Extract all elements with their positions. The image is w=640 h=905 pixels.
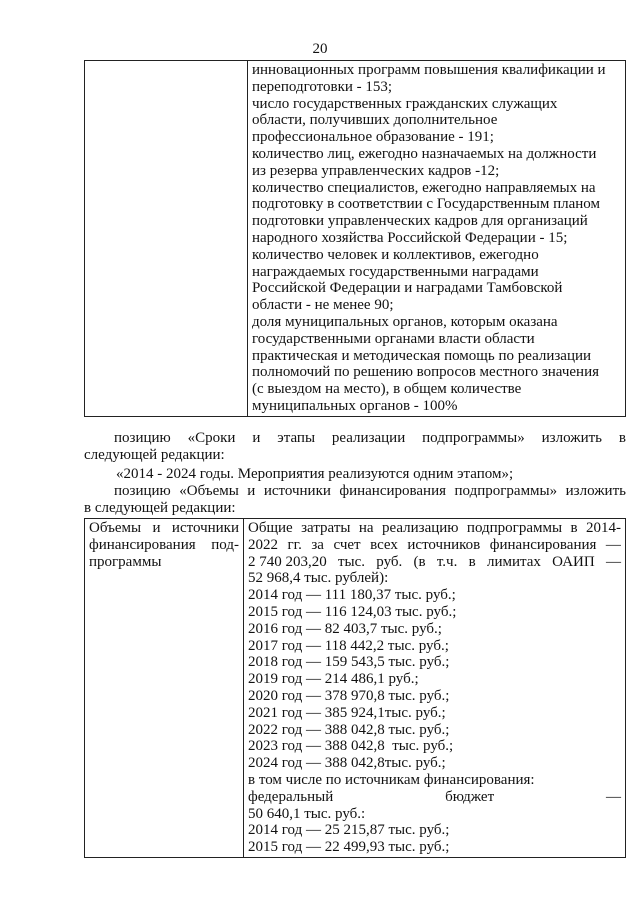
paragraph-line <box>84 483 626 500</box>
paragraph-word: подпрограммы» <box>422 430 525 446</box>
table1-line: количество человек и коллективов, ежегодно <box>252 246 539 263</box>
table2-word: в <box>570 520 578 536</box>
table2-word: 2019 год — 214 486,1 руб.; <box>248 671 419 688</box>
table2-line <box>89 537 239 554</box>
table2-line <box>248 671 621 688</box>
table2-line <box>248 688 621 705</box>
table2-line <box>248 604 621 621</box>
table1-line: подготовку в соответствии с Государственным планом <box>252 196 600 213</box>
table2-word: финансирования <box>89 536 196 553</box>
paragraph-word: источники <box>263 483 331 499</box>
table2-word: тыс. <box>338 553 366 570</box>
table2-word: — <box>605 536 621 553</box>
paragraph-word: реализации <box>331 430 406 446</box>
paragraph-word: позицию <box>114 430 171 446</box>
paragraph-word: «Объемы <box>179 483 239 499</box>
paragraph-word: изложить <box>541 430 603 446</box>
table2-word: — <box>605 553 621 570</box>
table2-word: под- <box>211 536 239 553</box>
table1-line: полномочий по решению вопросов местного значения <box>252 364 599 381</box>
table2-word: 2017 год — 118 442,2 тыс. руб.; <box>248 637 449 654</box>
table2-line <box>248 520 621 537</box>
paragraph-word: и <box>252 430 261 446</box>
table2-word: в <box>468 553 476 570</box>
table2-word: лимитах <box>486 553 541 570</box>
indicators-table <box>84 60 626 417</box>
table2-word: (в <box>413 553 426 570</box>
table2-line <box>248 570 621 587</box>
page-number: 20 <box>312 41 328 57</box>
table2-word: 2 740 203,20 <box>248 553 327 570</box>
table2-word: 2022 <box>248 536 278 553</box>
table2-word: Общие <box>248 520 293 536</box>
table2-word: программы <box>89 553 162 570</box>
paragraph-word: и <box>247 483 256 499</box>
table1-line: профессиональное образование - 191; <box>252 129 494 146</box>
paragraph-word: подпрограммы» <box>454 483 558 499</box>
table2-right-cell <box>244 519 626 858</box>
table2-word: источников <box>407 536 481 553</box>
table2-word: — <box>606 788 621 805</box>
table2-line <box>248 722 621 739</box>
table2-word: и <box>152 520 161 536</box>
table2-word: 2015 год — 22 499,93 тыс. руб.; <box>248 839 450 856</box>
table1-line: народного хозяйства Российской Федерации - 15; <box>252 229 568 246</box>
table1-line: практическая и методическая помощь по реализации <box>252 347 592 364</box>
table2-word: подпрограммы <box>466 520 563 536</box>
paragraph-word: «Сроки <box>187 430 236 446</box>
table2-line <box>248 738 621 755</box>
paragraph-word: этапы <box>277 430 316 446</box>
table1-line: области, получивших дополнительное <box>252 112 498 129</box>
table2-word: федеральный <box>248 788 334 805</box>
table2-word: 2014 год — 25 215,87 тыс. руб.; <box>248 822 450 839</box>
table2-line <box>248 789 621 806</box>
table2-word: 52 968,4 тыс. рублей): <box>248 570 389 587</box>
table1-line: количество лиц, ежегодно назначаемых на должности <box>252 145 597 162</box>
table2-word: всех <box>370 536 398 553</box>
table2-line <box>248 755 621 772</box>
table2-left-cell <box>85 519 244 858</box>
table1-line: число государственных гражданских служащих <box>252 95 558 112</box>
paragraph-line: в следующей редакции: <box>84 500 236 516</box>
table2-word: 2020 год — 378 970,8 тыс. руб.; <box>248 687 450 704</box>
table2-word: 2014 год — 111 180,37 тыс. руб.; <box>248 587 456 604</box>
table1-line: подготовки управленческих кадров для организаций <box>252 213 588 230</box>
table2-line <box>248 705 621 722</box>
table2-word: затраты <box>301 520 351 536</box>
table2-line <box>248 839 621 856</box>
table2-word: 2023 год — 388 042,8 тыс. руб.; <box>248 738 454 755</box>
table1-right-cell <box>248 61 626 417</box>
funding-table <box>84 518 626 858</box>
table2-word: 2024 год — 388 042,8тыс. руб.; <box>248 755 446 772</box>
table1-line: (с выездом на место), в общем количестве <box>252 381 522 398</box>
table1-line: государственными органами власти области <box>252 330 535 347</box>
table1-line: награждаемых государственными наградами <box>252 263 539 280</box>
table1-line: области - не менее 90; <box>252 297 394 314</box>
table1-line: переподготовки - 153; <box>252 78 393 95</box>
table2-word: финансирования <box>489 536 597 553</box>
table2-line <box>248 554 621 571</box>
table2-line <box>248 772 621 789</box>
table1-line: доля муниципальных органов, которым оказана <box>252 313 558 330</box>
paragraph-word: в <box>618 430 626 446</box>
table2-line <box>248 654 621 671</box>
table2-word: 2016 год — 82 403,7 тыс. руб.; <box>248 620 442 637</box>
table2-word: 50 640,1 тыс. руб.: <box>248 805 366 822</box>
paragraph-terms-position <box>84 430 626 464</box>
table2-line <box>248 638 621 655</box>
table2-line <box>248 822 621 839</box>
table2-line <box>248 621 621 638</box>
table2-word: источники <box>171 520 239 536</box>
paragraph-line: следующей редакции: <box>84 447 225 463</box>
paragraph-word: финансирования <box>339 483 447 499</box>
table2-word: реализацию <box>382 520 459 536</box>
table2-word: 2018 год — 159 543,5 тыс. руб.; <box>248 654 450 671</box>
table2-line <box>248 537 621 554</box>
paragraph-word: изложить <box>565 483 626 499</box>
table2-line <box>89 554 239 571</box>
table1-line: инновационных программ повышения квалификации и <box>252 62 606 78</box>
table1-left-cell <box>85 61 248 417</box>
table1-line: Российской Федерации и наградами Тамбовской <box>252 280 563 297</box>
table1-line: из резерва управленческих кадров -12; <box>252 162 500 179</box>
table2-word: 2015 год — 116 124,03 тыс. руб.; <box>248 603 457 620</box>
table2-word: в том числе по источникам финансирования: <box>248 771 535 788</box>
table2-word: бюджет <box>445 788 495 805</box>
table2-word: 2014- <box>586 520 621 536</box>
table-row <box>85 61 626 417</box>
table2-word: Объемы <box>89 520 142 536</box>
table2-word: гг. <box>287 536 302 553</box>
table2-line <box>89 520 239 537</box>
table-row <box>85 519 626 858</box>
paragraph-funding-position <box>84 483 626 517</box>
table1-line: муниципальных органов - 100% <box>252 397 458 414</box>
paragraph-word: позицию <box>114 483 171 499</box>
table2-word: руб. <box>376 553 403 570</box>
table2-word: 2021 год — 385 924,1тыс. руб.; <box>248 704 446 721</box>
paragraph-line <box>84 430 626 447</box>
table2-line <box>248 806 621 823</box>
table2-word: счет <box>333 536 361 553</box>
table2-line <box>248 587 621 604</box>
table2-word: т.ч. <box>436 553 458 570</box>
paragraph-terms-text: «2014 - 2024 годы. Мероприятия реализуются одним этапом»; <box>116 466 514 482</box>
table1-line: количество специалистов, ежегодно направляемых на <box>252 179 596 196</box>
table2-word: ОАИП <box>552 553 595 570</box>
table2-word: 2022 год — 388 042,8 тыс. руб.; <box>248 721 450 738</box>
table2-word: за <box>311 536 324 553</box>
table2-word: на <box>358 520 374 536</box>
